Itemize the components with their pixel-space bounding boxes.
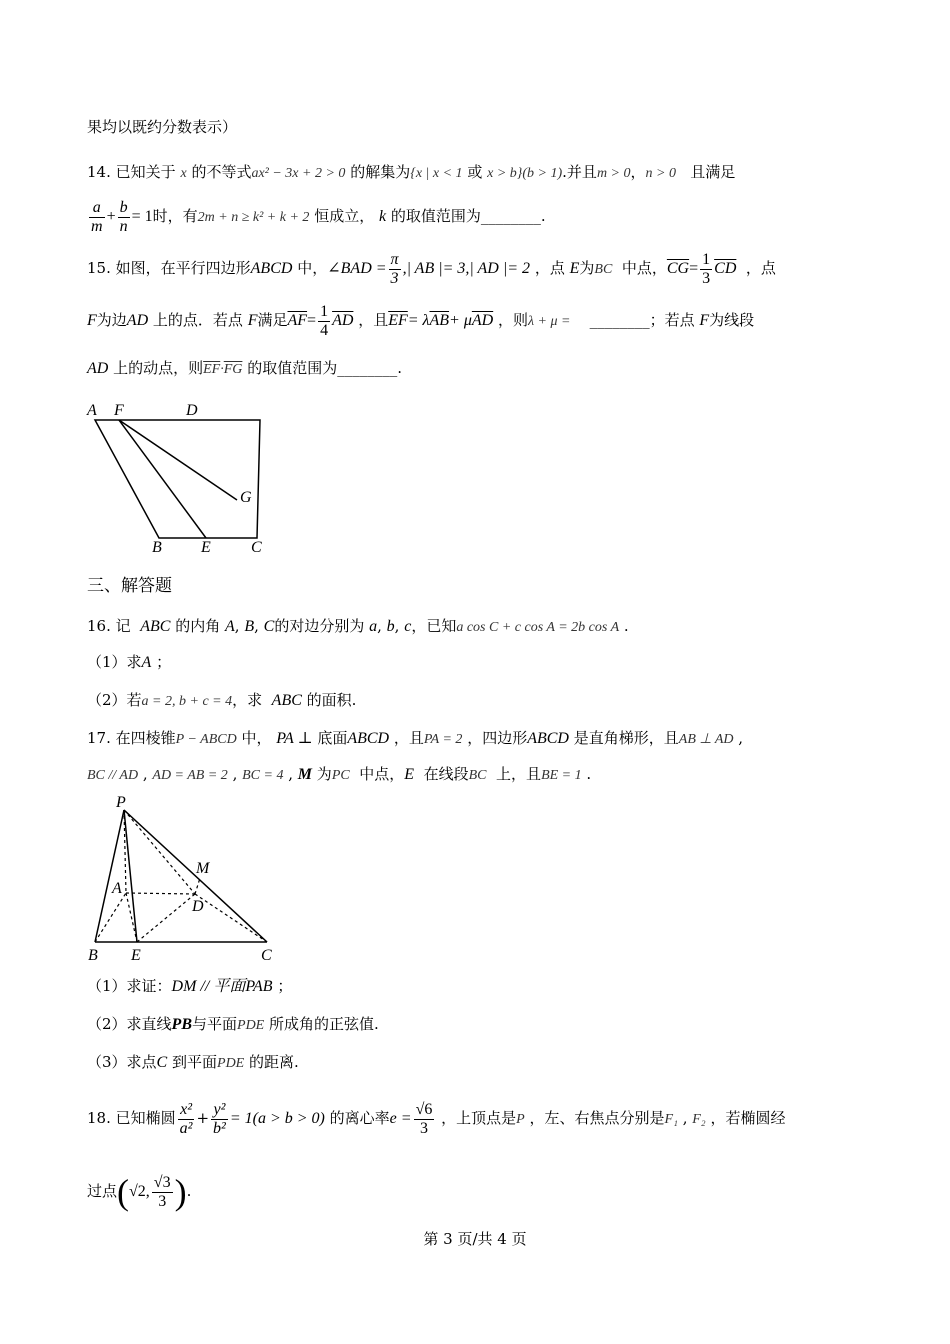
label-a: A [112, 880, 122, 897]
numerator: 1 [702, 250, 711, 268]
fraction-a-m [89, 199, 105, 236]
section-title: 三、解答题 [87, 576, 172, 596]
text: . [186, 1182, 192, 1200]
question-number: 18. [87, 1109, 111, 1127]
text: 上，且 [496, 765, 542, 783]
math: + μ [449, 312, 472, 329]
math: ABC [271, 692, 302, 709]
math: PDE [237, 1018, 265, 1033]
question-17-part-3 [87, 1052, 299, 1074]
text: 的解集为 [350, 163, 411, 181]
math: k [378, 208, 387, 225]
math: P − ABCD [175, 732, 237, 747]
text: 且满足 [690, 163, 736, 181]
math: e = [389, 1110, 412, 1127]
text: 的离心率 [329, 1109, 390, 1127]
text: 果均以既约分数表示） [87, 118, 238, 136]
math: F₁ [664, 1112, 678, 1127]
math: BE = 1 [541, 768, 582, 783]
label-g: G [240, 489, 252, 506]
math: = λ [407, 312, 430, 329]
math: P [516, 1112, 525, 1127]
label-m: M [196, 860, 210, 877]
text: ； [156, 653, 172, 671]
vector: $\overline{CD}$ [714, 260, 737, 277]
question-16-part-1 [87, 652, 171, 673]
math: = [689, 260, 699, 277]
label-e: E [131, 947, 141, 964]
vector: $\overline{AF}$ [287, 312, 308, 329]
text: 上的动点，则 [113, 359, 204, 377]
label-c: C [251, 539, 262, 556]
question-number: 14. [87, 163, 111, 181]
text: 为 [579, 259, 595, 277]
text: 所成角的正弦值. [269, 1015, 379, 1033]
continuation-text [87, 117, 237, 137]
fraction-sqrt3-3 [152, 1174, 173, 1211]
denominator: 3 [390, 269, 399, 287]
math: n > 0 [645, 166, 676, 181]
edge-dc [195, 894, 267, 942]
math: C [156, 1054, 168, 1071]
question-17-line-2: BC // AD , AD = AB = 2 , BC = 4 , M 为PC 中点，E 在线段BC 上，且BE = 1 . [87, 765, 592, 783]
text: ，若椭圆经 [710, 1109, 786, 1127]
text: 中， [241, 729, 272, 747]
edge-pb [95, 810, 124, 942]
text: 满足 [257, 311, 288, 329]
math: = [307, 312, 317, 329]
text: 为线段 [709, 311, 755, 329]
math: BC = 4 [242, 768, 284, 783]
math: BC // AD [87, 768, 139, 783]
math: a cos C + c cos A = 2b cos A [456, 620, 620, 635]
text: 上的点．若点 [152, 311, 243, 329]
label-d: D [186, 402, 198, 419]
text: 底面 [317, 729, 348, 747]
question-14-line-2 [87, 196, 546, 238]
numerator: √3 [153, 1173, 171, 1191]
text: 记 [115, 617, 131, 635]
question-17-line-1: 17. 在四棱锥P − ABCD 中， PA ⊥ 底面ABCD ，且PA = 2 ，四边形ABCD 是直角梯形，且AB ⊥ AD , [87, 729, 744, 747]
vector: $\overline{AD}$ [471, 312, 494, 329]
fraction-sqrt6-3 [414, 1101, 435, 1138]
text: 到平面 [172, 1053, 218, 1071]
math: E [569, 260, 580, 277]
section-heading [87, 576, 172, 596]
math: A [225, 618, 235, 635]
text: ，点 [745, 259, 776, 277]
text: 已知关于 [115, 163, 176, 181]
text: ，点 [534, 259, 565, 277]
text: 中点， [359, 765, 405, 783]
text: ，上顶点是 [441, 1109, 517, 1127]
vector: $\overline{FG}$ [223, 362, 243, 377]
math: PB [171, 1016, 192, 1033]
math: F₂ [692, 1112, 706, 1127]
vector: $\overline{AB}$ [429, 312, 450, 329]
math: M [297, 766, 313, 783]
denominator: 3 [158, 1192, 167, 1210]
math: x > b}(b > 1) [487, 166, 563, 181]
text: ，且 [393, 729, 424, 747]
text: 中， [297, 259, 328, 277]
math: F [699, 312, 710, 329]
denominator: 3 [419, 1119, 428, 1137]
math: ABC [140, 618, 171, 635]
pyramid-figure [82, 790, 302, 965]
numerator: √6 [415, 1100, 433, 1118]
text: 的对边分别为 [274, 617, 365, 635]
denominator: b² [213, 1119, 226, 1137]
answer-blank: ________ [589, 311, 650, 329]
text: 的面积. [306, 691, 357, 709]
math: ABCD [527, 730, 569, 747]
parallelogram-figure [82, 398, 282, 558]
math: PC [331, 768, 350, 783]
text: ，则 [497, 311, 528, 329]
question-14-line-1 [87, 162, 735, 184]
math: BC [468, 768, 487, 783]
math: B [244, 618, 255, 635]
math: λ + μ = [527, 314, 571, 329]
text: 已知椭圆 [115, 1109, 176, 1127]
text: 在线段 [423, 765, 469, 783]
math: + [106, 208, 116, 225]
vector: $\overline{AD}$ [332, 312, 354, 329]
text: 在四棱锥 [115, 729, 176, 747]
edge-ed [137, 894, 195, 942]
text: ； [277, 977, 293, 995]
text: 的距离. [249, 1053, 299, 1071]
math: DM // 平面PAB [171, 978, 273, 995]
math: √2, [129, 1183, 150, 1200]
fraction-x2-a2 [178, 1101, 195, 1138]
text: 是直角梯形，且 [573, 729, 679, 747]
part-label: （1）求 [87, 653, 142, 671]
text: ，求 [232, 691, 263, 709]
left-paren: ( [117, 1172, 130, 1212]
denominator: 3 [702, 269, 711, 287]
math: PDE [217, 1056, 245, 1071]
numerator: y² [211, 1101, 228, 1120]
numerator: 1 [320, 302, 329, 320]
text: 或 [467, 163, 483, 181]
math: E [404, 766, 415, 783]
text: ，已知 [411, 617, 457, 635]
math: b [386, 618, 395, 635]
math: AD [87, 360, 109, 377]
edge-ae [126, 893, 137, 942]
math: {x | x < 1 [410, 166, 463, 181]
right-paren: ) [174, 1172, 187, 1212]
text: 与平面 [192, 1015, 238, 1033]
text: ；若点 [649, 311, 695, 329]
math: 2m + n ≥ k² + k + 2 [197, 210, 310, 225]
numerator: π [390, 250, 399, 268]
math: C [263, 618, 275, 635]
math: ABCD [250, 260, 293, 277]
text: 如图，在平行四边形 [115, 259, 251, 277]
question-15-line-2 [87, 300, 754, 342]
question-16-part-2 [87, 690, 356, 712]
label-d: D [192, 898, 204, 915]
math: a = 2, b + c = 4 [141, 694, 233, 709]
parallelogram-outline [95, 420, 260, 538]
question-17-part-2 [87, 1014, 379, 1036]
denominator: n [119, 217, 128, 235]
math: c [404, 618, 412, 635]
question-18-line-2 [87, 1162, 191, 1221]
math: BC [594, 262, 613, 277]
edge-pd [124, 810, 195, 894]
math: AD = AB = 2 [152, 768, 228, 783]
text: ，且 [358, 311, 389, 329]
edge-dm [195, 878, 200, 894]
page-number: 第 3 页/共 4 页 [423, 1230, 527, 1248]
vector: $\overline{EF}$ [203, 362, 221, 377]
page-footer [0, 1228, 950, 1249]
part-label: （2）求直线 [87, 1015, 172, 1033]
math: A [141, 654, 152, 671]
math: AB ⊥ AD [678, 732, 734, 747]
text: .并且 [562, 163, 597, 181]
part-label: （1）求证： [87, 977, 172, 995]
label-b: B [88, 947, 98, 964]
denominator: 4 [320, 321, 329, 339]
math: AD [126, 312, 149, 329]
question-15-line-3 [87, 358, 402, 380]
part-label: （3）求点 [87, 1053, 157, 1071]
question-number: 15. [87, 259, 111, 277]
fraction-b-n [118, 199, 130, 236]
label-p: P [116, 794, 126, 811]
question-18-line-1: 18. 已知椭圆 $\frac{\text{x²}}{\text{a²}}$ + $\frac{\text{y²}}{\text{b²}}$ = 1(a > b > 0) 的离心率e = $\frac{√6}{3}$ ，上顶点是P ，左、右焦点分别是F₁ , F₂ ，若椭圆经 [87, 1100, 786, 1137]
text: ，四边形 [467, 729, 528, 747]
math: ,| AB |= 3,| AD |= 2 [402, 260, 531, 277]
text: 的不等式 [191, 163, 252, 181]
denominator: m [91, 217, 103, 235]
edge-ad [126, 893, 195, 894]
text: 为边 [96, 311, 127, 329]
part-label: （2）若 [87, 691, 142, 709]
text: 中点， [621, 259, 667, 277]
numerator: b [119, 198, 128, 216]
text: ，左、右焦点分别是 [529, 1109, 665, 1127]
math: m > 0 [596, 166, 631, 181]
text: 的取值范围为________. [390, 207, 546, 225]
fraction-1-3 [700, 251, 712, 288]
math: ABCD [347, 730, 390, 747]
question-16-line-1: 16. 记 ABC 的内角 A, B, C的对边分别为 a, b, c，已知a cos C + c cos A = 2b cos A . [87, 617, 629, 635]
question-number: 17. [87, 729, 111, 747]
text: 的内角 [175, 617, 221, 635]
math: F [87, 312, 97, 329]
math: = 1 [131, 208, 153, 225]
segment-fe [119, 420, 206, 538]
math: a [369, 618, 378, 635]
label-b: B [152, 539, 162, 556]
text: 恒成立， [314, 207, 375, 225]
math: = 1(a > b > 0) [229, 1110, 325, 1127]
numerator: a [89, 199, 105, 218]
denominator: a² [179, 1119, 193, 1137]
text: 过点 [87, 1182, 118, 1200]
question-15-line-1 [87, 248, 776, 290]
math: · [220, 362, 224, 377]
label-a: A [87, 402, 97, 419]
text: 的取值范围为________. [247, 359, 402, 377]
label-e: E [201, 539, 211, 556]
math: x [180, 166, 187, 181]
fraction-y2-b2 [211, 1101, 228, 1138]
vector: $\overline{CG}$ [666, 260, 690, 277]
math: F [247, 312, 258, 329]
text: 为 [316, 765, 332, 783]
fraction-pi-3 [389, 251, 401, 288]
text: 时，有 [152, 207, 198, 225]
math: PA = 2 [423, 732, 463, 747]
text: ， [630, 163, 646, 181]
math: ax² − 3x + 2 > 0 [251, 166, 346, 181]
question-17-part-1 [87, 976, 292, 997]
segment-fg [119, 420, 237, 500]
numerator: x² [178, 1101, 195, 1120]
math: ∠BAD = [327, 260, 387, 277]
question-number: 16. [87, 617, 111, 635]
fraction-1-4 [318, 303, 330, 340]
math: PA ⊥ [276, 730, 313, 747]
vector: $\overline{EF}$ [388, 312, 408, 329]
label-c: C [261, 947, 272, 964]
label-f: F [114, 402, 124, 419]
